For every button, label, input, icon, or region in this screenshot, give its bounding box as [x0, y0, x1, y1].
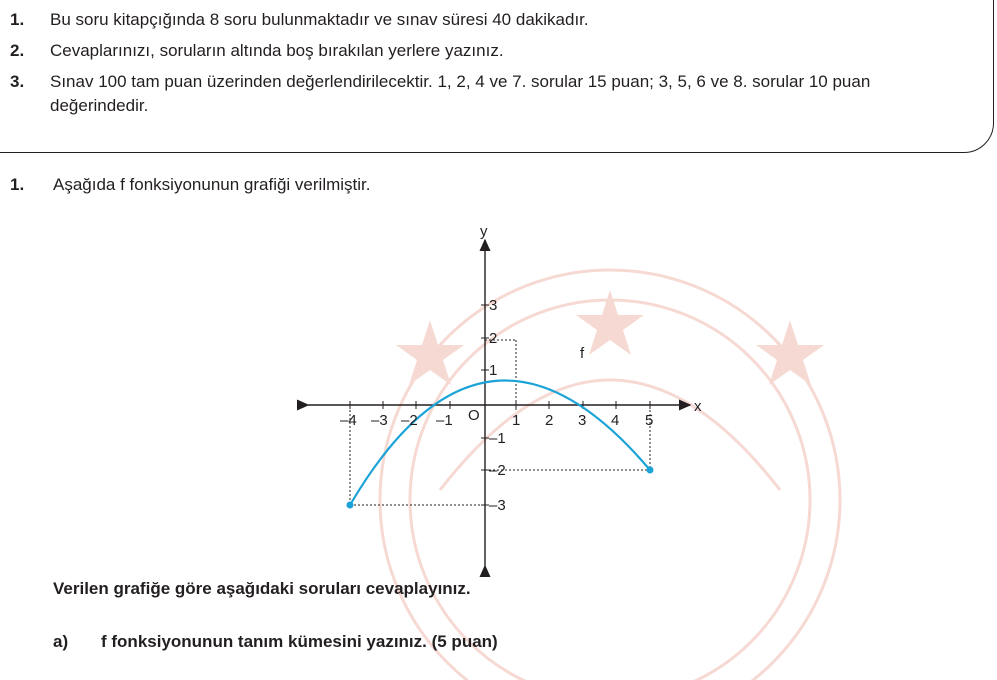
question-prompt: Verilen grafiğe göre aşağıdaki soruları cevaplayınız.: [53, 579, 471, 598]
y-tick-label: –1: [489, 430, 506, 447]
y-tick-label: 3: [489, 297, 498, 314]
instruction-text: Bu soru kitapçığında 8 soru bulunmaktadır ve sınav süresi 40 dakikadır.: [50, 10, 589, 29]
x-tick-label: 2: [545, 412, 554, 429]
question-number: 1.: [10, 175, 25, 194]
endpoint-left: [347, 502, 354, 509]
y-tick-label: –2: [489, 462, 506, 479]
x-tick-label: –4: [340, 412, 357, 429]
instruction-text: Sınav 100 tam puan üzerinden değerlendirilecektir. 1, 2, 4 ve 7. sorular 15 puan; 3, 5, 6 ve 8. sorular 10 puan değerindedir.: [50, 72, 871, 115]
instruction-number: 1.: [10, 10, 25, 29]
y-tick-label: 2: [489, 330, 498, 347]
x-tick-label: 4: [611, 412, 620, 429]
endpoint-right: [647, 467, 654, 474]
y-tick-label: –3: [489, 497, 506, 514]
y-axis-label: y: [480, 223, 488, 240]
instruction-number: 2.: [10, 41, 25, 60]
function-label: f: [580, 345, 585, 362]
x-tick-label: 3: [578, 412, 587, 429]
x-tick-label: –1: [436, 412, 453, 429]
part-a-text: f fonksiyonunun tanım kümesini yazınız. (5 puan): [101, 632, 498, 651]
x-tick-label: 1: [512, 412, 521, 429]
instruction-text: Cevaplarınızı, soruların altında boş bırakılan yerlere yazınız.: [50, 41, 504, 60]
part-a-label: a): [53, 632, 69, 651]
origin-label: O: [468, 407, 480, 424]
question-text: Aşağıda f fonksiyonunun grafiği verilmiştir.: [53, 175, 371, 194]
x-tick-label: 5: [645, 412, 654, 429]
y-tick-label: 1: [489, 362, 498, 379]
instruction-number: 3.: [10, 72, 25, 91]
x-tick-label: –3: [371, 412, 388, 429]
x-tick-label: –2: [401, 412, 418, 429]
x-axis-label: x: [694, 398, 702, 415]
